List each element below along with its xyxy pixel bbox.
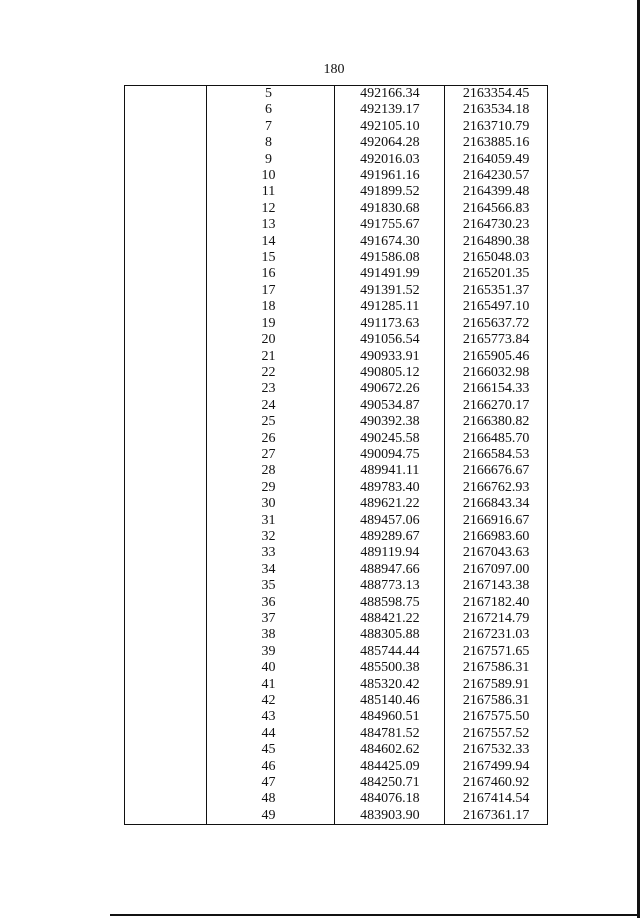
point-number-cell: 47 bbox=[206, 775, 335, 791]
blank-cell bbox=[125, 447, 207, 463]
table-row bbox=[125, 299, 548, 315]
y-coordinate-cell: 2167571.65 bbox=[445, 644, 548, 660]
y-coordinate-cell: 2166154.33 bbox=[445, 381, 548, 397]
x-coordinate-cell: 491285.11 bbox=[335, 299, 445, 315]
page-edge-bottom bbox=[110, 914, 640, 916]
table-row bbox=[125, 234, 548, 250]
point-number-cell: 43 bbox=[206, 709, 335, 725]
x-coordinate-cell: 492105.10 bbox=[335, 119, 445, 135]
x-coordinate-cell: 491173.63 bbox=[335, 316, 445, 332]
table-row bbox=[125, 398, 548, 414]
y-coordinate-cell: 2165773.84 bbox=[445, 332, 548, 348]
x-coordinate-cell: 489119.94 bbox=[335, 545, 445, 561]
blank-cell bbox=[125, 562, 207, 578]
table-row bbox=[125, 611, 548, 627]
point-number-cell: 38 bbox=[206, 627, 335, 643]
blank-cell bbox=[125, 316, 207, 332]
blank-cell bbox=[125, 431, 207, 447]
table-row bbox=[125, 414, 548, 430]
table-row bbox=[125, 217, 548, 233]
y-coordinate-cell: 2163534.18 bbox=[445, 102, 548, 118]
blank-cell bbox=[125, 168, 207, 184]
point-number-cell: 13 bbox=[206, 217, 335, 233]
x-coordinate-cell: 489457.06 bbox=[335, 513, 445, 529]
y-coordinate-cell: 2163885.16 bbox=[445, 135, 548, 151]
y-coordinate-cell: 2167143.38 bbox=[445, 578, 548, 594]
point-number-cell: 8 bbox=[206, 135, 335, 151]
point-number-cell: 34 bbox=[206, 562, 335, 578]
blank-cell bbox=[125, 759, 207, 775]
table-row bbox=[125, 283, 548, 299]
table-row bbox=[125, 693, 548, 709]
x-coordinate-cell: 491491.99 bbox=[335, 266, 445, 282]
point-number-cell: 29 bbox=[206, 480, 335, 496]
blank-cell bbox=[125, 135, 207, 151]
y-coordinate-cell: 2165637.72 bbox=[445, 316, 548, 332]
coordinate-table bbox=[124, 85, 548, 825]
coordinate-table-body bbox=[125, 86, 548, 825]
point-number-cell: 25 bbox=[206, 414, 335, 430]
y-coordinate-cell: 2167231.03 bbox=[445, 627, 548, 643]
x-coordinate-cell: 490672.26 bbox=[335, 381, 445, 397]
x-coordinate-cell: 491056.54 bbox=[335, 332, 445, 348]
point-number-cell: 11 bbox=[206, 184, 335, 200]
point-number-cell: 9 bbox=[206, 152, 335, 168]
point-number-cell: 18 bbox=[206, 299, 335, 315]
x-coordinate-cell: 488773.13 bbox=[335, 578, 445, 594]
blank-cell bbox=[125, 349, 207, 365]
point-number-cell: 28 bbox=[206, 463, 335, 479]
table-row bbox=[125, 578, 548, 594]
table-row bbox=[125, 480, 548, 496]
y-coordinate-cell: 2166270.17 bbox=[445, 398, 548, 414]
y-coordinate-cell: 2167361.17 bbox=[445, 808, 548, 825]
y-coordinate-cell: 2164730.23 bbox=[445, 217, 548, 233]
table-row bbox=[125, 447, 548, 463]
blank-cell bbox=[125, 414, 207, 430]
x-coordinate-cell: 489289.67 bbox=[335, 529, 445, 545]
blank-cell bbox=[125, 660, 207, 676]
x-coordinate-cell: 491391.52 bbox=[335, 283, 445, 299]
x-coordinate-cell: 484250.71 bbox=[335, 775, 445, 791]
blank-cell bbox=[125, 791, 207, 807]
table-row bbox=[125, 660, 548, 676]
y-coordinate-cell: 2164230.57 bbox=[445, 168, 548, 184]
x-coordinate-cell: 485320.42 bbox=[335, 677, 445, 693]
point-number-cell: 41 bbox=[206, 677, 335, 693]
y-coordinate-cell: 2167097.00 bbox=[445, 562, 548, 578]
table-row bbox=[125, 726, 548, 742]
blank-cell bbox=[125, 266, 207, 282]
point-number-cell: 37 bbox=[206, 611, 335, 627]
blank-cell bbox=[125, 332, 207, 348]
table-row bbox=[125, 86, 548, 103]
blank-cell bbox=[125, 234, 207, 250]
blank-cell bbox=[125, 578, 207, 594]
x-coordinate-cell: 485500.38 bbox=[335, 660, 445, 676]
table-row bbox=[125, 742, 548, 758]
point-number-cell: 19 bbox=[206, 316, 335, 332]
x-coordinate-cell: 491586.08 bbox=[335, 250, 445, 266]
page-number: 180 bbox=[323, 62, 345, 77]
blank-cell bbox=[125, 529, 207, 545]
x-coordinate-cell: 488598.75 bbox=[335, 595, 445, 611]
point-number-cell: 10 bbox=[206, 168, 335, 184]
point-number-cell: 40 bbox=[206, 660, 335, 676]
y-coordinate-cell: 2164399.48 bbox=[445, 184, 548, 200]
point-number-cell: 32 bbox=[206, 529, 335, 545]
blank-cell bbox=[125, 513, 207, 529]
table-row bbox=[125, 644, 548, 660]
point-number-cell: 42 bbox=[206, 693, 335, 709]
table-row bbox=[125, 168, 548, 184]
blank-cell bbox=[125, 250, 207, 266]
blank-cell bbox=[125, 611, 207, 627]
table-row bbox=[125, 463, 548, 479]
x-coordinate-cell: 491755.67 bbox=[335, 217, 445, 233]
y-coordinate-cell: 2167557.52 bbox=[445, 726, 548, 742]
y-coordinate-cell: 2166843.34 bbox=[445, 496, 548, 512]
y-coordinate-cell: 2166485.70 bbox=[445, 431, 548, 447]
point-number-cell: 6 bbox=[206, 102, 335, 118]
y-coordinate-cell: 2167575.50 bbox=[445, 709, 548, 725]
x-coordinate-cell: 484781.52 bbox=[335, 726, 445, 742]
y-coordinate-cell: 2167586.31 bbox=[445, 660, 548, 676]
x-coordinate-cell: 492016.03 bbox=[335, 152, 445, 168]
table-row bbox=[125, 759, 548, 775]
point-number-cell: 12 bbox=[206, 201, 335, 217]
x-coordinate-cell: 485140.46 bbox=[335, 693, 445, 709]
blank-cell bbox=[125, 201, 207, 217]
y-coordinate-cell: 2166676.67 bbox=[445, 463, 548, 479]
point-number-cell: 21 bbox=[206, 349, 335, 365]
blank-cell bbox=[125, 86, 207, 103]
y-coordinate-cell: 2164890.38 bbox=[445, 234, 548, 250]
y-coordinate-cell: 2165497.10 bbox=[445, 299, 548, 315]
y-coordinate-cell: 2163354.45 bbox=[445, 86, 548, 103]
x-coordinate-cell: 488421.22 bbox=[335, 611, 445, 627]
point-number-cell: 49 bbox=[206, 808, 335, 825]
table-row bbox=[125, 775, 548, 791]
x-coordinate-cell: 491830.68 bbox=[335, 201, 445, 217]
y-coordinate-cell: 2166762.93 bbox=[445, 480, 548, 496]
y-coordinate-cell: 2166983.60 bbox=[445, 529, 548, 545]
y-coordinate-cell: 2165351.37 bbox=[445, 283, 548, 299]
y-coordinate-cell: 2167460.92 bbox=[445, 775, 548, 791]
blank-cell bbox=[125, 152, 207, 168]
y-coordinate-cell: 2167182.40 bbox=[445, 595, 548, 611]
table-row bbox=[125, 529, 548, 545]
x-coordinate-cell: 490392.38 bbox=[335, 414, 445, 430]
table-row bbox=[125, 316, 548, 332]
table-row bbox=[125, 152, 548, 168]
blank-cell bbox=[125, 808, 207, 825]
x-coordinate-cell: 484960.51 bbox=[335, 709, 445, 725]
table-row bbox=[125, 808, 548, 825]
x-coordinate-cell: 489941.11 bbox=[335, 463, 445, 479]
y-coordinate-cell: 2165905.46 bbox=[445, 349, 548, 365]
point-number-cell: 39 bbox=[206, 644, 335, 660]
point-number-cell: 33 bbox=[206, 545, 335, 561]
x-coordinate-cell: 484602.62 bbox=[335, 742, 445, 758]
y-coordinate-cell: 2167043.63 bbox=[445, 545, 548, 561]
table-row bbox=[125, 431, 548, 447]
x-coordinate-cell: 489621.22 bbox=[335, 496, 445, 512]
point-number-cell: 14 bbox=[206, 234, 335, 250]
y-coordinate-cell: 2167414.54 bbox=[445, 791, 548, 807]
table-row bbox=[125, 496, 548, 512]
point-number-cell: 44 bbox=[206, 726, 335, 742]
x-coordinate-cell: 490534.87 bbox=[335, 398, 445, 414]
blank-cell bbox=[125, 119, 207, 135]
x-coordinate-cell: 492064.28 bbox=[335, 135, 445, 151]
point-number-cell: 45 bbox=[206, 742, 335, 758]
point-number-cell: 46 bbox=[206, 759, 335, 775]
y-coordinate-cell: 2167589.91 bbox=[445, 677, 548, 693]
blank-cell bbox=[125, 775, 207, 791]
y-coordinate-cell: 2166032.98 bbox=[445, 365, 548, 381]
table-row bbox=[125, 381, 548, 397]
y-coordinate-cell: 2166584.53 bbox=[445, 447, 548, 463]
blank-cell bbox=[125, 709, 207, 725]
x-coordinate-cell: 490094.75 bbox=[335, 447, 445, 463]
table-row bbox=[125, 562, 548, 578]
x-coordinate-cell: 485744.44 bbox=[335, 644, 445, 660]
blank-cell bbox=[125, 102, 207, 118]
table-row bbox=[125, 135, 548, 151]
x-coordinate-cell: 492139.17 bbox=[335, 102, 445, 118]
point-number-cell: 31 bbox=[206, 513, 335, 529]
y-coordinate-cell: 2166380.82 bbox=[445, 414, 548, 430]
y-coordinate-cell: 2165048.03 bbox=[445, 250, 548, 266]
point-number-cell: 15 bbox=[206, 250, 335, 266]
y-coordinate-cell: 2167499.94 bbox=[445, 759, 548, 775]
blank-cell bbox=[125, 365, 207, 381]
x-coordinate-cell: 491899.52 bbox=[335, 184, 445, 200]
blank-cell bbox=[125, 693, 207, 709]
table-row bbox=[125, 709, 548, 725]
point-number-cell: 5 bbox=[206, 86, 335, 103]
y-coordinate-cell: 2163710.79 bbox=[445, 119, 548, 135]
y-coordinate-cell: 2167532.33 bbox=[445, 742, 548, 758]
y-coordinate-cell: 2166916.67 bbox=[445, 513, 548, 529]
point-number-cell: 35 bbox=[206, 578, 335, 594]
point-number-cell: 22 bbox=[206, 365, 335, 381]
table-row bbox=[125, 349, 548, 365]
table-row bbox=[125, 677, 548, 693]
blank-cell bbox=[125, 381, 207, 397]
table-row bbox=[125, 184, 548, 200]
point-number-cell: 23 bbox=[206, 381, 335, 397]
x-coordinate-cell: 490245.58 bbox=[335, 431, 445, 447]
y-coordinate-cell: 2164059.49 bbox=[445, 152, 548, 168]
x-coordinate-cell: 488947.66 bbox=[335, 562, 445, 578]
point-number-cell: 48 bbox=[206, 791, 335, 807]
x-coordinate-cell: 484425.09 bbox=[335, 759, 445, 775]
table-row bbox=[125, 627, 548, 643]
x-coordinate-cell: 491674.30 bbox=[335, 234, 445, 250]
point-number-cell: 16 bbox=[206, 266, 335, 282]
blank-cell bbox=[125, 184, 207, 200]
x-coordinate-cell: 483903.90 bbox=[335, 808, 445, 825]
x-coordinate-cell: 488305.88 bbox=[335, 627, 445, 643]
blank-cell bbox=[125, 644, 207, 660]
point-number-cell: 36 bbox=[206, 595, 335, 611]
x-coordinate-cell: 491961.16 bbox=[335, 168, 445, 184]
point-number-cell: 20 bbox=[206, 332, 335, 348]
table-row bbox=[125, 513, 548, 529]
blank-cell bbox=[125, 496, 207, 512]
point-number-cell: 26 bbox=[206, 431, 335, 447]
table-row bbox=[125, 266, 548, 282]
table-row bbox=[125, 595, 548, 611]
blank-cell bbox=[125, 463, 207, 479]
table-row bbox=[125, 545, 548, 561]
point-number-cell: 17 bbox=[206, 283, 335, 299]
y-coordinate-cell: 2167586.31 bbox=[445, 693, 548, 709]
blank-cell bbox=[125, 595, 207, 611]
blank-cell bbox=[125, 283, 207, 299]
table-row bbox=[125, 365, 548, 381]
blank-cell bbox=[125, 217, 207, 233]
blank-cell bbox=[125, 742, 207, 758]
y-coordinate-cell: 2167214.79 bbox=[445, 611, 548, 627]
blank-cell bbox=[125, 726, 207, 742]
x-coordinate-cell: 492166.34 bbox=[335, 86, 445, 103]
y-coordinate-cell: 2164566.83 bbox=[445, 201, 548, 217]
point-number-cell: 7 bbox=[206, 119, 335, 135]
table-row bbox=[125, 791, 548, 807]
blank-cell bbox=[125, 545, 207, 561]
table-row bbox=[125, 201, 548, 217]
x-coordinate-cell: 490805.12 bbox=[335, 365, 445, 381]
point-number-cell: 27 bbox=[206, 447, 335, 463]
x-coordinate-cell: 484076.18 bbox=[335, 791, 445, 807]
blank-cell bbox=[125, 480, 207, 496]
point-number-cell: 24 bbox=[206, 398, 335, 414]
point-number-cell: 30 bbox=[206, 496, 335, 512]
y-coordinate-cell: 2165201.35 bbox=[445, 266, 548, 282]
blank-cell bbox=[125, 677, 207, 693]
blank-cell bbox=[125, 627, 207, 643]
table-row bbox=[125, 119, 548, 135]
table-row bbox=[125, 332, 548, 348]
x-coordinate-cell: 489783.40 bbox=[335, 480, 445, 496]
blank-cell bbox=[125, 299, 207, 315]
table-row bbox=[125, 102, 548, 118]
table-row bbox=[125, 250, 548, 266]
blank-cell bbox=[125, 398, 207, 414]
x-coordinate-cell: 490933.91 bbox=[335, 349, 445, 365]
